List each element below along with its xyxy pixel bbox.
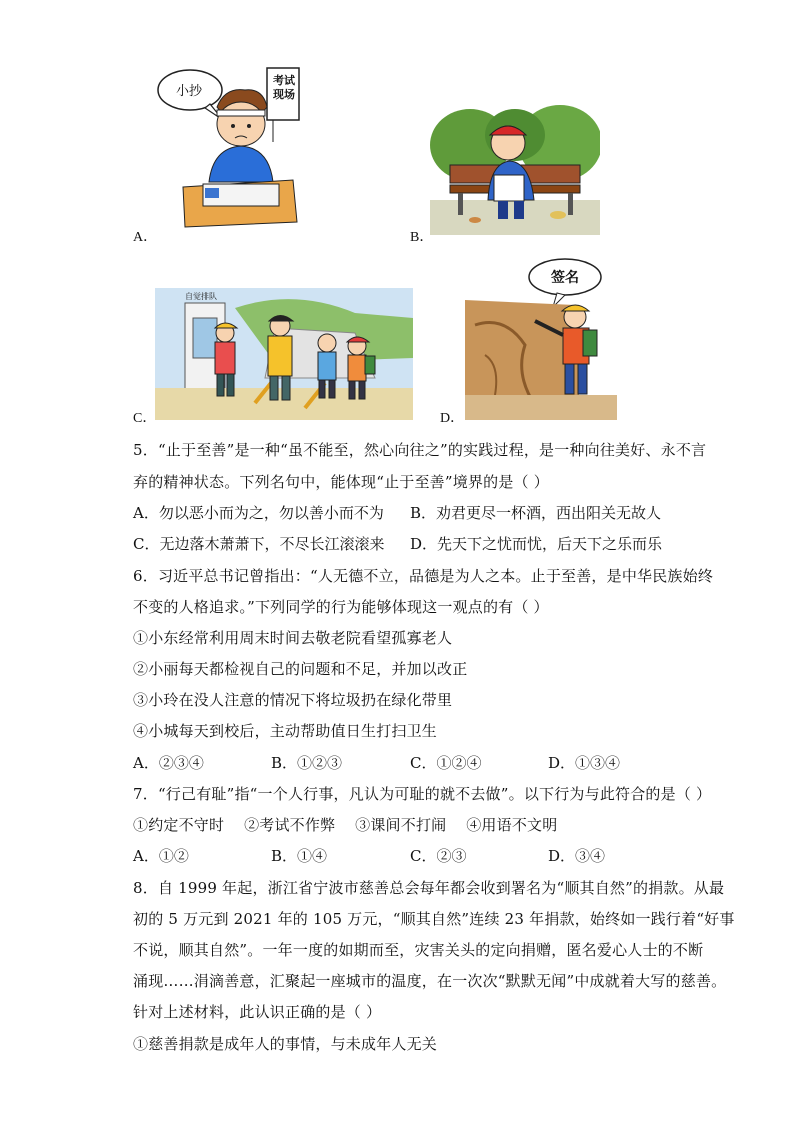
picture-d-label: D． [440, 411, 465, 426]
picture-a-cheating [155, 62, 305, 232]
q6-stem-line-1: 6．习近平总书记曾指出：“人无德不立，品德是为人之本。止于至善，是中华民族始终 [133, 567, 714, 585]
q8-item-1: ①慈善捐款是成年人的事情，与未成年人无关 [133, 1035, 438, 1053]
q5-stem-line-2: 弃的精神状态。下列名句中，能体现“止于至善”境界的是（ ） [133, 473, 549, 491]
q6-option-c: C．①②④ [410, 754, 482, 772]
q6-stem-line-2: 不变的人格追求。”下列同学的行为能够体现这一观点的有（ ） [133, 598, 549, 616]
q7-option-d: D．③④ [548, 847, 606, 865]
picture-d-graffiti [465, 255, 617, 420]
q5-stem-line-1: 5．“止于至善”是一种“虽不能至，然心向往之”的实践过程，是一种向往美好、永不言 [133, 441, 707, 459]
q6-item-3: ③小玲在没人注意的情况下将垃圾扔在绿化带里 [133, 691, 453, 709]
q6-option-b: B．①②③ [271, 754, 343, 772]
q5-option-d: D．先天下之忧而忧，后天下之乐而乐 [410, 535, 663, 553]
q8-stem-line-4: 涌现……涓滴善意，汇聚起一座城市的温度，在一次次“默默无闻”中成就着大写的慈善。 [133, 972, 727, 990]
q8-stem-line-1: 8．自 1999 年起，浙江省宁波市慈善总会每年都会收到署名为“顺其自然”的捐款。从最 [133, 879, 725, 897]
picture-a-bubble-text: 小抄 [176, 84, 203, 99]
q6-option-a: A．②③④ [133, 754, 204, 772]
picture-c-sign-text: 自觉排队 [185, 292, 217, 301]
q7-stem-line-1: 7．“行己有耻”指“一个人行事，凡认为可耻的就不去做”。以下行为与此符合的是（ ） [133, 785, 712, 803]
picture-a-label: A． [133, 230, 158, 245]
q6-item-4: ④小城每天到校后，主动帮助值日生打扫卫生 [133, 722, 438, 740]
q7-option-b: B．①④ [271, 847, 328, 865]
q5-option-b: B．劝君更尽一杯酒，西出阳关无故人 [410, 504, 662, 522]
picture-b-littering [430, 105, 600, 235]
picture-d-bubble-text: 签名 [551, 270, 579, 286]
q8-stem-line-5: 针对上述材料，此认识正确的是（ ） [133, 1003, 382, 1021]
q7-items: ①约定不守时 ②考试不作弊 ③课间不打闹 ④用语不文明 [133, 816, 558, 834]
q6-item-2: ②小丽每天都检视自己的问题和不足，并加以改正 [133, 660, 468, 678]
q8-stem-line-2: 初的 5 万元到 2021 年的 105 万元，“顺其自然”连续 23 年捐款，始终如一践行着“好事 [133, 910, 735, 928]
q7-option-a: A．①② [133, 847, 189, 865]
q7-option-c: C．②③ [410, 847, 467, 865]
q6-item-1: ①小东经常利用周末时间去敬老院看望孤寡老人 [133, 629, 453, 647]
q6-option-d: D．①③④ [548, 754, 621, 772]
picture-c-label: C． [133, 411, 157, 426]
q8-stem-line-3: 不说，顺其自然”。一年一度的如期而至，灾害关头的定向捐赠，匿名爱心人士的不断 [133, 941, 704, 959]
q5-option-c: C．无边落木萧萧下，不尽长江滚滚来 [133, 535, 385, 553]
picture-c-queue [155, 288, 413, 420]
picture-b-label: B． [410, 230, 434, 245]
q5-option-a: A．勿以恶小而为之，勿以善小而不为 [133, 504, 384, 522]
picture-a-sign-text: 考试现场 [273, 74, 295, 101]
